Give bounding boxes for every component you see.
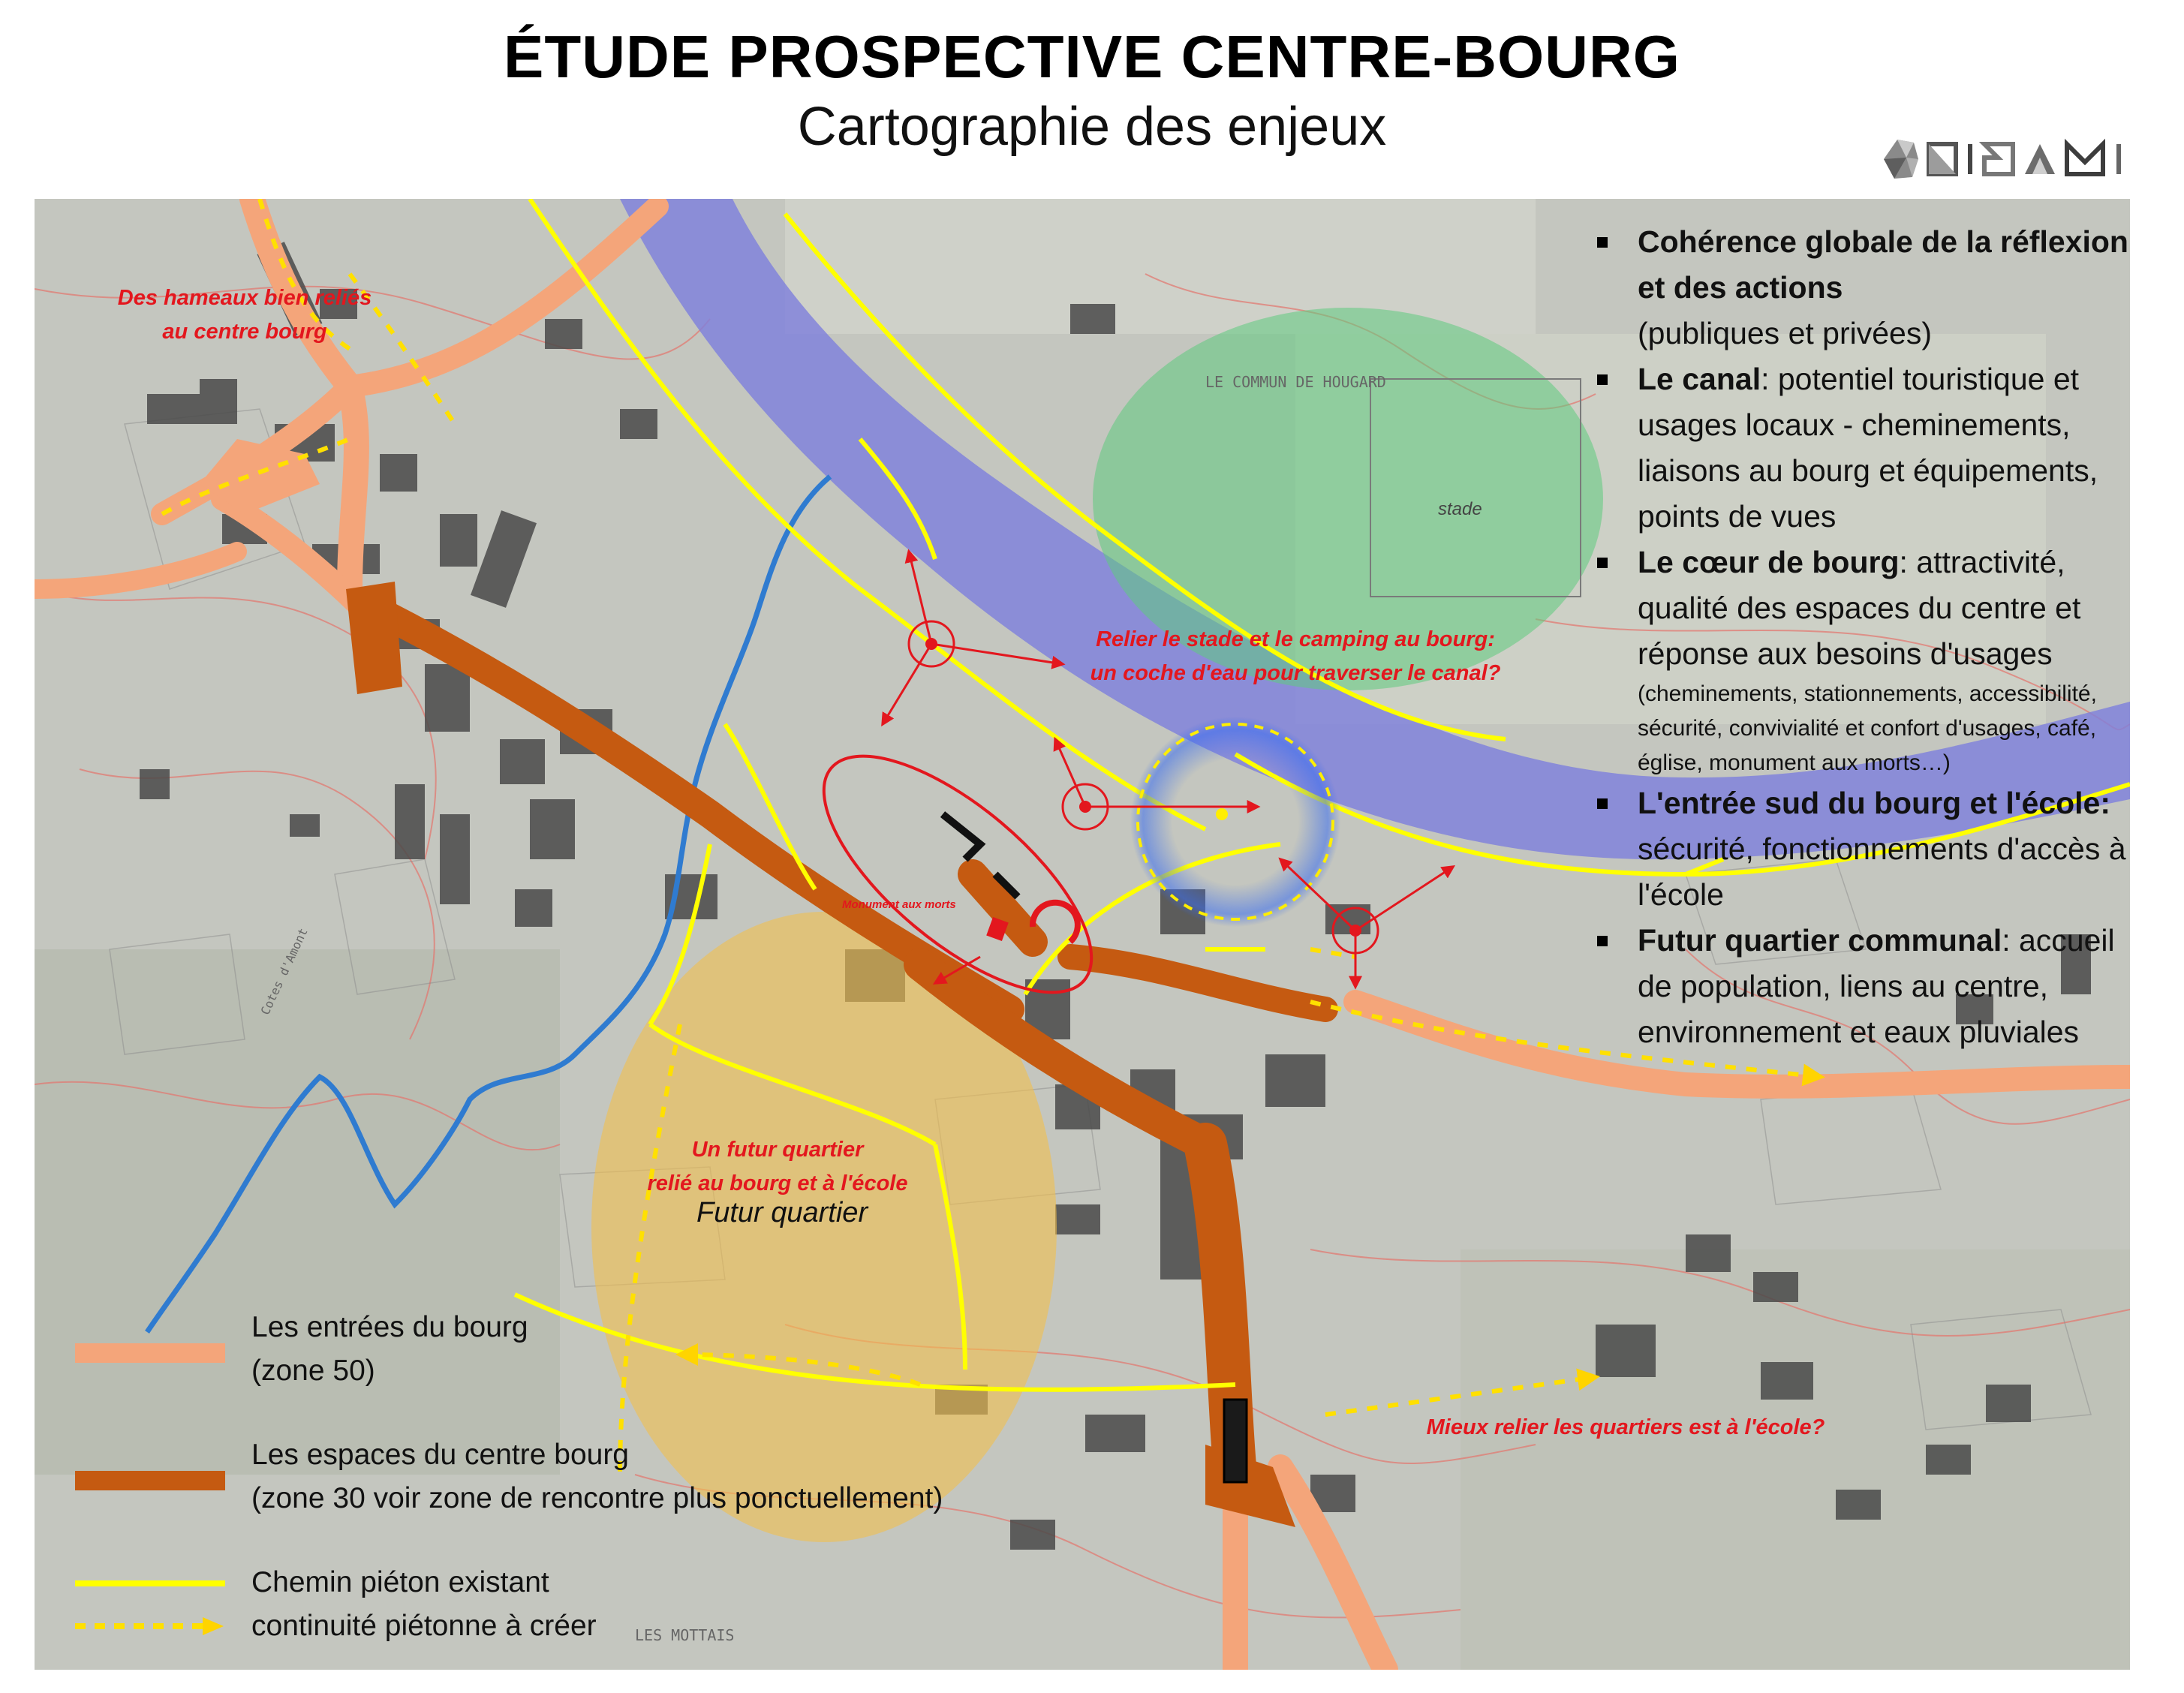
issue-title: Le canal bbox=[1638, 362, 1761, 396]
school-building bbox=[1224, 1400, 1247, 1482]
legend bbox=[75, 1306, 1051, 1651]
coche-eau-zone-glow bbox=[1130, 717, 1340, 927]
issue-title: Futur quartier communal bbox=[1638, 923, 2002, 958]
issue-subtext: (cheminements, stationnements, accessibilité, sécurité, convivialité et confort d'usages, café, église, monument aux morts…) bbox=[1638, 681, 2097, 775]
legend-pieton-existant-label: Chemin piéton existant bbox=[251, 1566, 549, 1598]
legend-centre-line1: Les espaces du centre bourg bbox=[251, 1439, 630, 1471]
label-futur-quartier: Futur quartier bbox=[696, 1197, 868, 1228]
issue-text: (publiques et privées) bbox=[1638, 316, 1932, 350]
coche-eau-dot bbox=[1216, 808, 1228, 820]
annotation-futur-quartier bbox=[605, 1133, 950, 1201]
label-monument-aux-morts: Monument aux morts bbox=[842, 898, 956, 911]
logo-text: ORIGAMI bbox=[2008, 182, 2011, 183]
field-north bbox=[785, 199, 1536, 334]
annotation-hameaux bbox=[87, 281, 402, 349]
legend-entrees-swatch bbox=[75, 1343, 225, 1363]
annotation-quartier-line1: Un futur quartier bbox=[691, 1138, 864, 1162]
annotation-hameaux-line1: Des hameaux bien reliés bbox=[117, 286, 372, 310]
annotation-stade-camping bbox=[1055, 623, 1536, 690]
label-commun-hougard: LE COMMUN DE HOUGARD bbox=[1205, 373, 1386, 391]
label-les-mottais: LES MOTTAIS bbox=[635, 1626, 735, 1644]
issues-list bbox=[1597, 219, 2137, 1055]
annotation-stade-line1: Relier le stade et le camping au bourg: bbox=[1096, 627, 1495, 651]
origami-logo-mark bbox=[1884, 140, 2121, 179]
label-cotes-amont: Cotes d'Amont bbox=[257, 925, 311, 1018]
issue-item bbox=[1597, 918, 2137, 1055]
legend-pieton-a-creer-swatch bbox=[75, 1615, 225, 1637]
issue-item bbox=[1597, 356, 2137, 540]
legend-pieton-a-creer-label: continuité piétonne à créer bbox=[251, 1610, 597, 1642]
legend-pieton-text bbox=[251, 1561, 597, 1648]
label-stade: stade bbox=[1438, 499, 1482, 519]
legend-entrees-text bbox=[251, 1306, 528, 1393]
issue-text: : attractivité, qualité des espaces du centre et réponse aux besoins d'usages bbox=[1638, 545, 2081, 671]
issue-title: Le cœur de bourg bbox=[1638, 545, 1900, 579]
issue-title: L'entrée sud du bourg et l'école: bbox=[1638, 786, 2111, 820]
legend-entrees-line2: (zone 50) bbox=[251, 1355, 375, 1387]
issue-item bbox=[1597, 540, 2137, 780]
page-title: ÉTUDE PROSPECTIVE CENTRE-BOURG bbox=[504, 23, 1680, 90]
issue-item bbox=[1597, 219, 2137, 356]
legend-centre-text bbox=[251, 1433, 943, 1520]
annotation-relier-ecole: Mieux relier les quartiers est à l'école? bbox=[1426, 1415, 1825, 1439]
legend-pieton-existant-swatch bbox=[75, 1580, 225, 1586]
issue-title: Cohérence globale de la réflexion et des actions bbox=[1638, 224, 2128, 305]
legend-entrees-line1: Les entrées du bourg bbox=[251, 1311, 528, 1343]
origami-logo bbox=[1884, 135, 2131, 183]
issue-item bbox=[1597, 780, 2137, 918]
issue-text: : accueil de population, liens au centre, environnement et eaux pluviales bbox=[1638, 923, 2115, 1049]
issue-text: sécurité, fonctionnements d'accès à l'école bbox=[1638, 831, 2126, 912]
issue-text: : potentiel touristique et usages locaux - cheminements, liaisons au bourg et équipements, points de vues bbox=[1638, 362, 2098, 534]
legend-centre-line2: (zone 30 voir zone de rencontre plus ponctuellement) bbox=[251, 1482, 943, 1514]
legend-centre-swatch bbox=[75, 1471, 225, 1490]
annotation-quartier-line2: relié au bourg et à l'école bbox=[647, 1171, 908, 1195]
page-subtitle: Cartographie des enjeux bbox=[797, 97, 1387, 157]
annotation-stade-line2: un coche d'eau pour traverser le canal? bbox=[1090, 660, 1501, 685]
annotation-hameaux-line2: au centre bourg bbox=[162, 319, 327, 344]
